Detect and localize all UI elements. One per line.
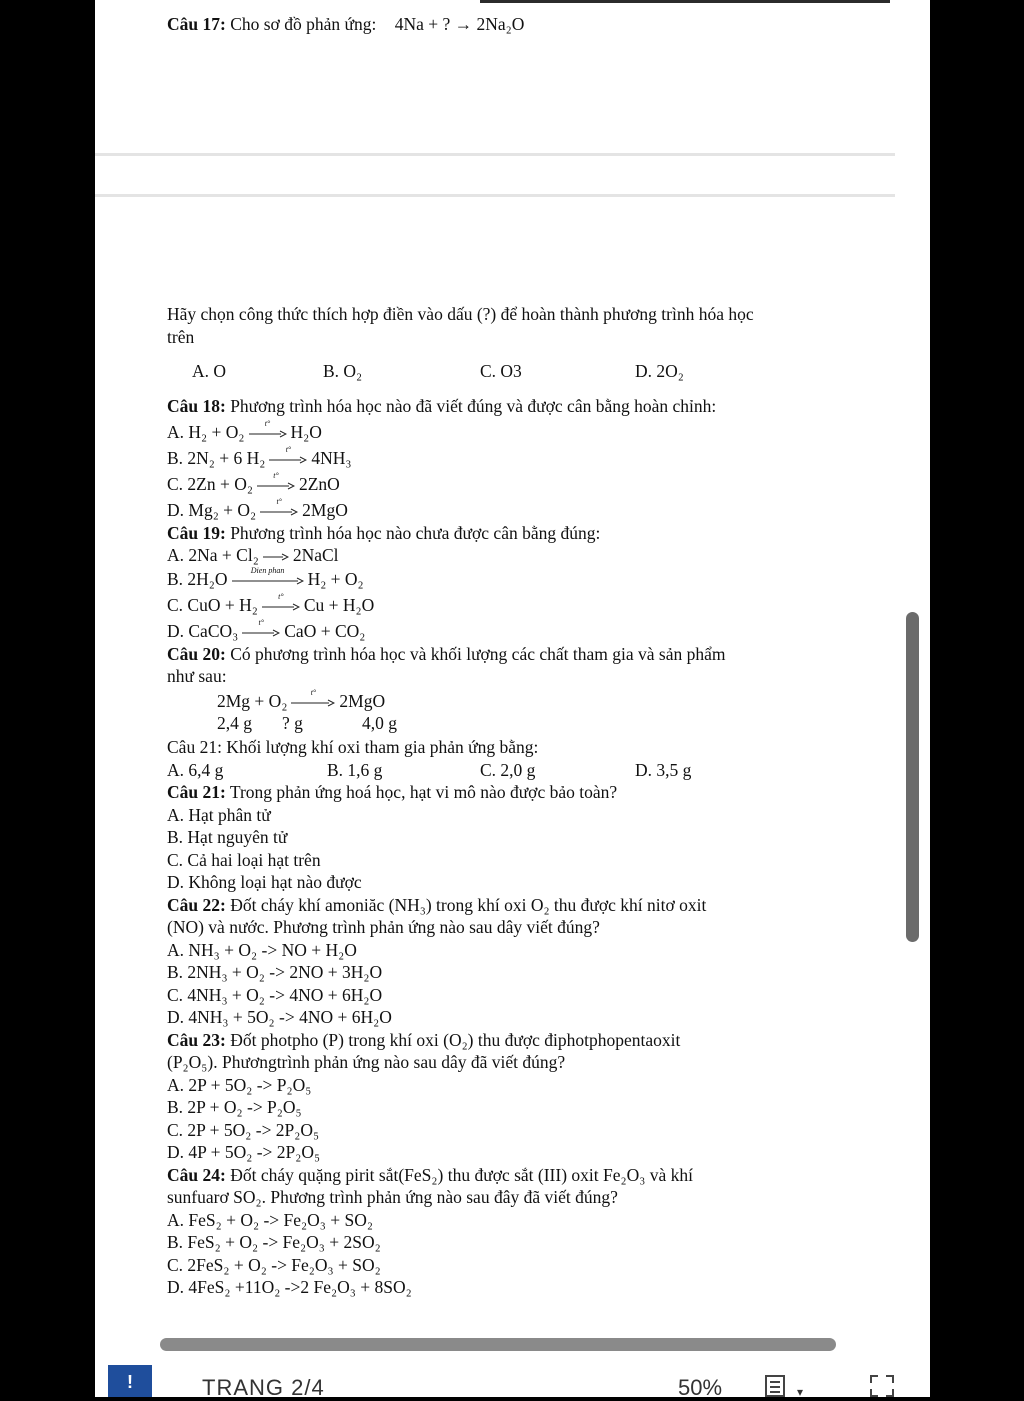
page-indicator: TRANG 2/4: [202, 1375, 325, 1400]
q17-option-b: B. O₂: [323, 361, 363, 381]
reaction-arrow-icon: Dien phan: [232, 577, 304, 585]
q23-option-c: C. 2P + 5O₂ -> 2P₂O₅: [167, 1120, 320, 1140]
mass-o2: ? g: [282, 713, 303, 733]
chevron-down-icon[interactable]: ▾: [797, 1385, 804, 1399]
view-mode-icon[interactable]: [765, 1375, 785, 1397]
q24-text: sunfuarơ SO₂. Phương trình phản ứng nào sau đây đã viết đúng?: [167, 1187, 618, 1207]
q22-text: (NO) và nước. Phương trình phản ứng nào sau dây viết đúng?: [167, 917, 600, 937]
q20-question: Câu 21: Khối lượng khí oxi tham gia phản ứng bằng:: [167, 737, 539, 757]
q20-option-d: D. 3,5 g: [635, 760, 692, 780]
q21-option-c: C. Cả hai loại hạt trên: [167, 850, 321, 870]
q19-option-d: D. CaCO₃ t° CaO + CO₂: [167, 617, 366, 641]
q23-option-b: B. 2P + O₂ -> P₂O₅: [167, 1097, 302, 1117]
q19-option-c: C. CuO + H₂ t° Cu + H₂O: [167, 591, 375, 615]
q21-heading: Câu 21: Trong phản ứng hoá học, hạt vi mô nào được bảo toàn?: [167, 782, 618, 802]
q18-option-c: C. 2Zn + O₂ t° 2ZnO: [167, 470, 340, 494]
horizontal-scrollbar-thumb[interactable]: [160, 1338, 836, 1351]
q22-option-d: D. 4NH₃ + 5O₂ -> 4NO + 6H₂O: [167, 1007, 392, 1027]
divider: [95, 153, 895, 156]
q17-prompt: Hãy chọn công thức thích hợp điền vào dấu (?) để hoàn thành phương trình hóa học: [167, 304, 754, 324]
q21-option-b: B. Hạt nguyên tử: [167, 827, 288, 847]
q24-option-a: A. FeS₂ + O₂ -> Fe₂O₃ + SO₂: [167, 1210, 373, 1230]
q20-option-c: C. 2,0 g: [480, 760, 536, 780]
vertical-scrollbar-thumb[interactable]: [906, 612, 919, 942]
q17-option-a: A. O: [192, 361, 227, 381]
q23-option-a: A. 2P + 5O₂ -> P₂O₅: [167, 1075, 312, 1095]
q20-option-a: A. 6,4 g: [167, 760, 224, 780]
q20-text: như sau:: [167, 666, 227, 686]
q17-option-c: C. O3: [480, 361, 522, 381]
q24-option-c: C. 2FeS₂ + O₂ -> Fe₂O₃ + SO₂: [167, 1255, 381, 1275]
q21-option-d: D. Không loại hạt nào được: [167, 872, 362, 892]
reaction-arrow-icon: t°: [242, 629, 280, 637]
reaction-arrow-icon: t°: [291, 699, 335, 707]
q17-line: Câu 17: Cho sơ đồ phản ứng: 4Na + ? → 2Na₂O: [167, 14, 525, 34]
reaction-arrow-icon: t°: [260, 508, 298, 516]
q21-option-a: A. Hạt phân tử: [167, 805, 271, 825]
mass-mgo: 4,0 g: [362, 713, 397, 733]
zoom-level[interactable]: 50%: [678, 1375, 723, 1400]
q20-heading: Câu 20: Có phương trình hóa học và khối lượng các chất tham gia và sản phẩm: [167, 644, 726, 664]
divider: [95, 194, 895, 197]
q24-heading: Câu 24: Đốt cháy quặng pirit sắt(FeS₂) thu được sắt (III) oxit Fe₂O₃ và khí: [167, 1165, 693, 1185]
q23-text: (P₂O₅). Phươngtrình phản ứng nào sau dây đã viết đúng?: [167, 1052, 566, 1072]
reaction-arrow-icon: [263, 553, 289, 561]
q19-option-b: B. 2H₂O Dien phan H₂ + O₂: [167, 565, 364, 589]
reaction-arrow-icon: t°: [262, 603, 300, 611]
q18-option-d: D. Mg₂ + O₂ t° 2MgO: [167, 496, 348, 520]
reaction-arrow-icon: t°: [269, 456, 307, 464]
q19-option-a: A. 2Na + Cl₂ 2NaCl: [167, 545, 339, 565]
q17-option-d: D. 2O₂: [635, 361, 684, 381]
q18-option-b: B. 2N₂ + 6 H₂ t° 4NH₃: [167, 444, 352, 468]
q22-option-b: B. 2NH₃ + O₂ -> 2NO + 3H₂O: [167, 962, 383, 982]
fit-screen-icon[interactable]: [870, 1375, 894, 1397]
q22-heading: Câu 22: Đốt cháy khí amoniăc (NH₃) trong khí oxi O₂ thu được khí nitơ oxit: [167, 895, 707, 915]
reaction-arrow-icon: t°: [257, 482, 295, 490]
q17-prompt: trên: [167, 327, 195, 347]
q22-option-a: A. NH₃ + O₂ -> NO + H₂O: [167, 940, 357, 960]
q17-equation: 4Na + ? → 2Na₂O: [394, 14, 525, 34]
q22-option-c: C. 4NH₃ + O₂ -> 4NO + 6H₂O: [167, 985, 383, 1005]
q18-heading: Câu 18: Phương trình hóa học nào đã viết đúng và được cân bằng hoàn chỉnh:: [167, 396, 717, 416]
q19-heading: Câu 19: Phương trình hóa học nào chưa được cân bằng đúng:: [167, 523, 601, 543]
info-icon[interactable]: !: [108, 1365, 152, 1397]
document-page: [95, 0, 930, 1397]
q18-option-a: A. H₂ + O₂ t° H₂O: [167, 418, 322, 442]
q23-heading: Câu 23: Đốt photpho (P) trong khí oxi (O₂) thu được điphotphopentaoxit: [167, 1030, 681, 1050]
q24-option-b: B. FeS₂ + O₂ -> Fe₂O₃ + 2SO₂: [167, 1232, 381, 1252]
mass-mg: 2,4 g: [217, 713, 252, 733]
reaction-arrow-icon: t°: [249, 430, 287, 438]
q24-option-d: D. 4FeS₂ +11O₂ ->2 Fe₂O₃ + 8SO₂: [167, 1277, 412, 1297]
top-edge-bar: [480, 0, 890, 3]
q20-equation: 2Mg + O₂ t° 2MgO: [217, 687, 386, 711]
status-bar: [95, 1365, 930, 1400]
q23-option-d: D. 4P + 5O₂ -> 2P₂O₅: [167, 1142, 321, 1162]
q20-option-b: B. 1,6 g: [327, 760, 383, 780]
